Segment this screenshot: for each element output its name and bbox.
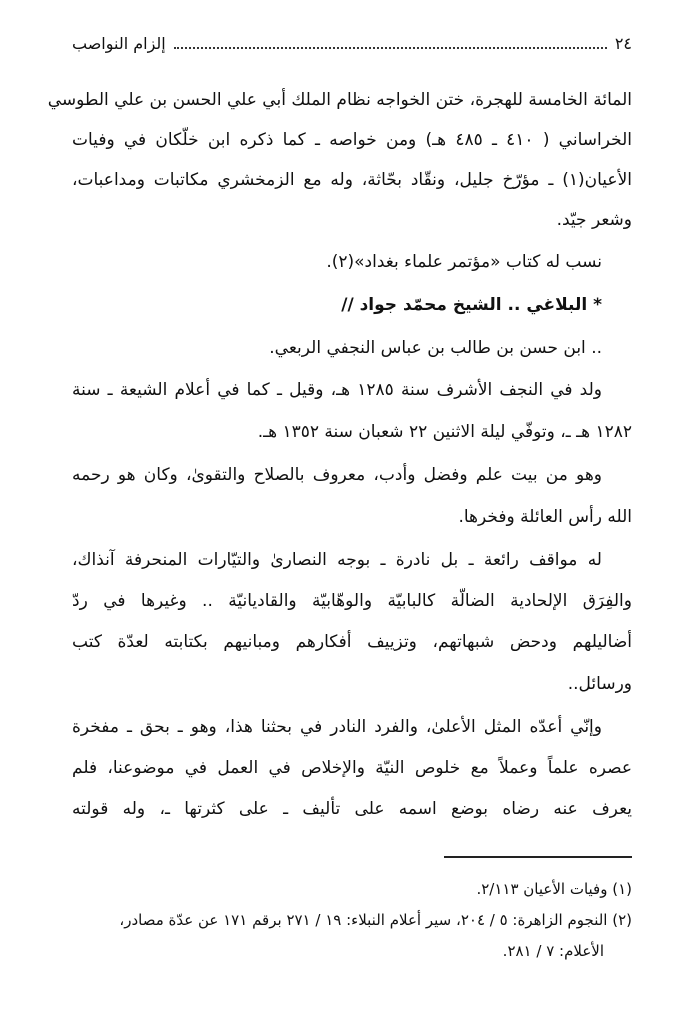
text-line: والفِرَق الإلحادية الضالّة كالبابيّة والوهّابيّة والقاديانيّة .. وغيرها في ردّ bbox=[72, 591, 632, 611]
text-line: وإنّي أعدّه المثل الأعلىٰ، والفرد النادر في بحثنا هذا، وهو ـ بحق ـ مفخرة bbox=[72, 717, 602, 737]
text-line: ولد في النجف الأشرف سنة ١٢٨٥ هـ، وقيل ـ كما في أعلام الشيعة ـ سنة bbox=[72, 380, 602, 400]
footnote: (١) وفيات الأعيان ٢/١١٣. bbox=[476, 880, 632, 898]
text-line: نسب له كتاب «مؤتمر علماء بغداد»(٢). bbox=[326, 252, 602, 272]
running-header bbox=[72, 30, 632, 56]
footnote: الأعلام: ٧ / ٢٨١. bbox=[502, 942, 604, 960]
text-line: ورسائل.. bbox=[567, 674, 632, 694]
text-line: وشعر جيّد. bbox=[556, 210, 632, 230]
text-line: يعرف عنه رضاه بوضع اسمه على تأليف ـ على كثرتها ـ، وله قولته bbox=[72, 799, 632, 819]
text-line: الأعيان(١) ـ مؤرّخ جليل، ونقّاد بحّاثة، وله مع الزمخشري مكاتبات ومداعبات، bbox=[72, 170, 632, 190]
text-line: المائة الخامسة للهجرة، ختن الخواجه نظام الملك أبي علي الحسن بن علي الطوسي bbox=[47, 90, 632, 110]
text-line: * البلاغي .. الشيخ محمّد جواد // bbox=[341, 295, 602, 315]
text-line: له مواقف رائعة ـ بل نادرة ـ بوجه النصارىٰ والتيّارات المنحرفة آنذاك، bbox=[72, 550, 602, 570]
text-line: .. ابن حسن بن طالب بن عباس النجفي الربعي. bbox=[269, 338, 602, 358]
text-line: ١٢٨٢ هـ ـ، وتوفّي ليلة الاثنين ٢٢ شعبان سنة ١٣٥٢ هـ. bbox=[257, 422, 632, 442]
text-line: عصره علماً وعملاً مع خلوص النيّة والإخلاص في العمل في موضوعنا، فلم bbox=[72, 758, 632, 778]
text-line: الخراساني ( ٤١٠ ـ ٤٨٥ هـ) ومن خواصه ـ كما ذكره ابن خلّكان في وفيات bbox=[72, 130, 632, 150]
header-dot-leader bbox=[174, 37, 607, 49]
text-line: وهو من بيت علم وفضل وأدب، معروف بالصلاح والتقوىٰ، وكان هو رحمه bbox=[72, 465, 602, 485]
book-title: إلزام النواصب bbox=[72, 33, 166, 53]
footnote-separator bbox=[444, 856, 632, 858]
footnote: (٢) النجوم الزاهرة: ٥ / ٢٠٤، سير أعلام النبلاء: ١٩ / ٢٧١ برقم ١٧١ عن عدّة مصادر، bbox=[119, 911, 632, 929]
text-line: أضاليلهم ودحض شبهاتهم، وتزييف أفكارهم ومبانيهم بكتابته لعدّة كتب bbox=[72, 632, 632, 652]
page-number: ٢٤ bbox=[614, 33, 632, 53]
text-line: الله رأس العائلة وفخرها. bbox=[458, 507, 632, 527]
